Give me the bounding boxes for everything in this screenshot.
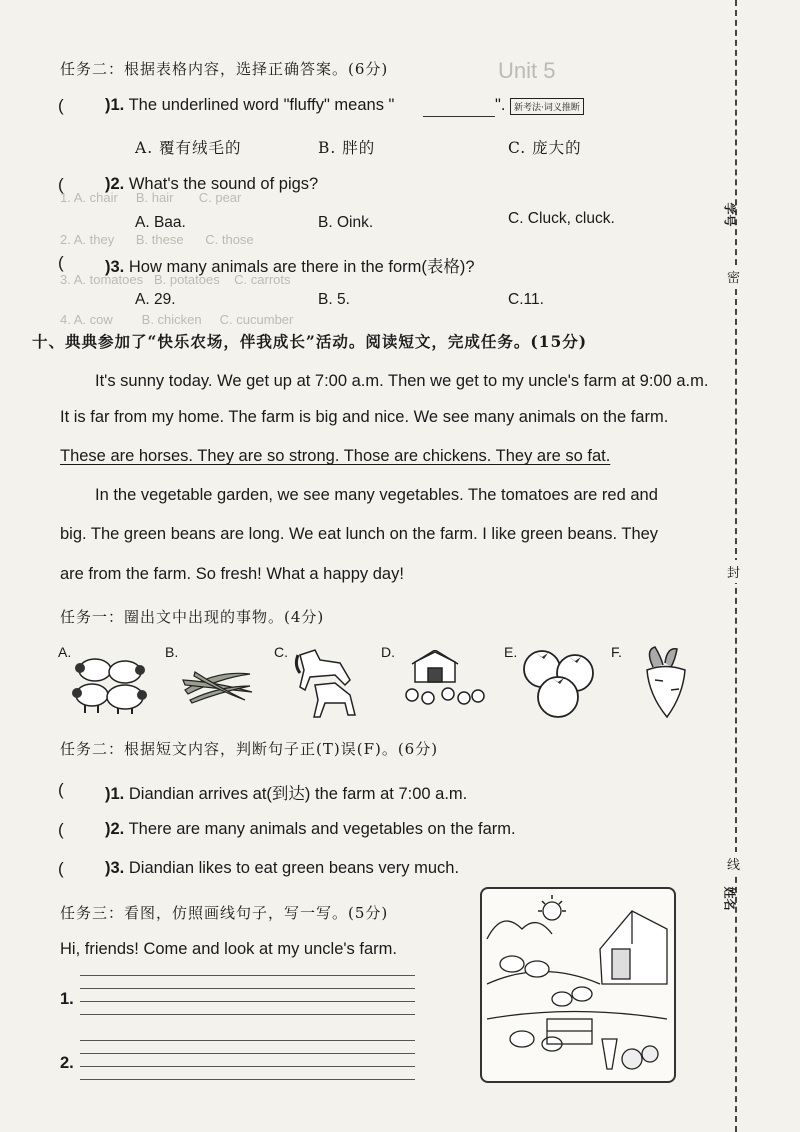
tf-question-3: )3. Diandian likes to eat green beans very much.: [105, 859, 460, 877]
option-a[interactable]: A. Baa.: [135, 214, 186, 231]
question-2: )2. What's the sound of pigs?: [105, 175, 319, 193]
option-c[interactable]: C. 庞大的: [508, 139, 582, 157]
answer-paren: (: [58, 175, 64, 194]
bleed-through-text: 1. A. chair B. hair C. pear: [60, 190, 242, 205]
answer-paren: (: [58, 859, 64, 878]
task3-prompt: Hi, friends! Come and look at my uncle's farm.: [60, 940, 397, 958]
blank-number-1: 1.: [60, 990, 74, 1008]
tf-question-1: )1. Diandian arrives at(到达) the farm at 7:00 a.m.: [105, 785, 468, 803]
item-letter-c: C.: [274, 644, 288, 660]
task2-table-heading: 任务二：根据表格内容，选择正确答案。(6分): [60, 60, 389, 78]
answer-paren: (: [58, 96, 64, 115]
task2-tf-heading: 任务二：根据短文内容，判断句子正(T)误(F)。(6分): [60, 740, 439, 758]
item-letter-d: D.: [381, 644, 395, 660]
answer-paren: (: [58, 253, 64, 272]
passage-line: are from the farm. So fresh! What a happy day!: [60, 565, 404, 583]
writing-line[interactable]: [80, 1040, 415, 1041]
writing-line[interactable]: [80, 975, 415, 976]
question-1-tail: ".: [495, 96, 506, 114]
farm-scene-drawing: [482, 889, 674, 1081]
task3-heading: 任务三：看图，仿照画线句子，写一写。(5分): [60, 904, 389, 922]
side-label-id: 学号: [722, 202, 737, 227]
writing-line[interactable]: [80, 1001, 415, 1002]
passage-line: It's sunny today. We get up at 7:00 a.m. Then we get to my uncle's farm at 9:00 a.m.: [95, 372, 709, 390]
sheep-icon[interactable]: [70, 650, 155, 715]
option-b[interactable]: B. 5.: [318, 291, 350, 308]
bleed-through-title: Unit 5: [498, 58, 556, 83]
answer-paren: (: [58, 780, 64, 799]
farm-scene-icon: [480, 887, 676, 1083]
question-3: )3. How many animals are there in the form(表格)?: [105, 258, 475, 276]
option-c[interactable]: C. Cluck, cluck.: [508, 210, 615, 227]
option-a[interactable]: A. 29.: [135, 291, 176, 308]
answer-paren: (: [58, 820, 64, 839]
binding-char-feng: 封: [727, 560, 740, 583]
bleed-through-text: 2. A. they B. these C. those: [60, 232, 254, 247]
green-beans-icon[interactable]: [180, 660, 255, 705]
item-letter-b: B.: [165, 644, 179, 660]
writing-line[interactable]: [80, 1014, 415, 1015]
passage-line: It is far from my home. The farm is big and nice. We see many animals on the farm.: [60, 408, 669, 426]
option-c[interactable]: C.11.: [508, 291, 544, 308]
item-letter-f: F.: [611, 644, 622, 660]
side-label-name: 姓名: [722, 886, 737, 911]
bleed-through-text: 4. A. cow B. chicken C. cucumber: [60, 312, 294, 327]
new-test-badge: 新考法·词义推断: [510, 98, 584, 115]
option-b[interactable]: B. 胖的: [318, 139, 376, 157]
task1-heading: 任务一：圈出文中出现的事物。(4分): [60, 608, 325, 626]
question-1: )1. The underlined word "fluffy" means ": [105, 96, 395, 114]
horses-icon[interactable]: [290, 645, 365, 720]
writing-line[interactable]: [80, 988, 415, 989]
bleed-through-text: 3. A. tomatoes B. potatoes C. carrots: [60, 272, 291, 287]
writing-line[interactable]: [80, 1079, 415, 1080]
binding-char-mi: 密: [727, 265, 740, 288]
writing-line[interactable]: [80, 1066, 415, 1067]
underlined-sentences: These are horses. They are so strong. Those are chickens. They are so fat.: [60, 447, 611, 465]
section-10-heading: 十、典典参加了“快乐农场，伴我成长”活动。阅读短文，完成任务。(15分): [32, 332, 588, 351]
chicken-coop-icon[interactable]: [400, 650, 490, 710]
option-b[interactable]: B. Oink.: [318, 214, 374, 231]
tf-question-2: )2. There are many animals and vegetables on the farm.: [105, 820, 516, 838]
item-letter-e: E.: [504, 644, 518, 660]
binding-char-xian: 线: [727, 852, 740, 875]
item-letter-a: A.: [58, 644, 72, 660]
passage-line: In the vegetable garden, we see many vegetables. The tomatoes are red and: [95, 486, 658, 504]
writing-line[interactable]: [80, 1053, 415, 1054]
carrot-icon[interactable]: [635, 645, 695, 720]
option-a[interactable]: A. 覆有绒毛的: [135, 139, 242, 157]
passage-line: big. The green beans are long. We eat lunch on the farm. I like green beans. They: [60, 525, 659, 543]
fill-blank-line[interactable]: [423, 116, 495, 117]
tomatoes-icon[interactable]: [520, 645, 600, 720]
blank-number-2: 2.: [60, 1054, 74, 1072]
